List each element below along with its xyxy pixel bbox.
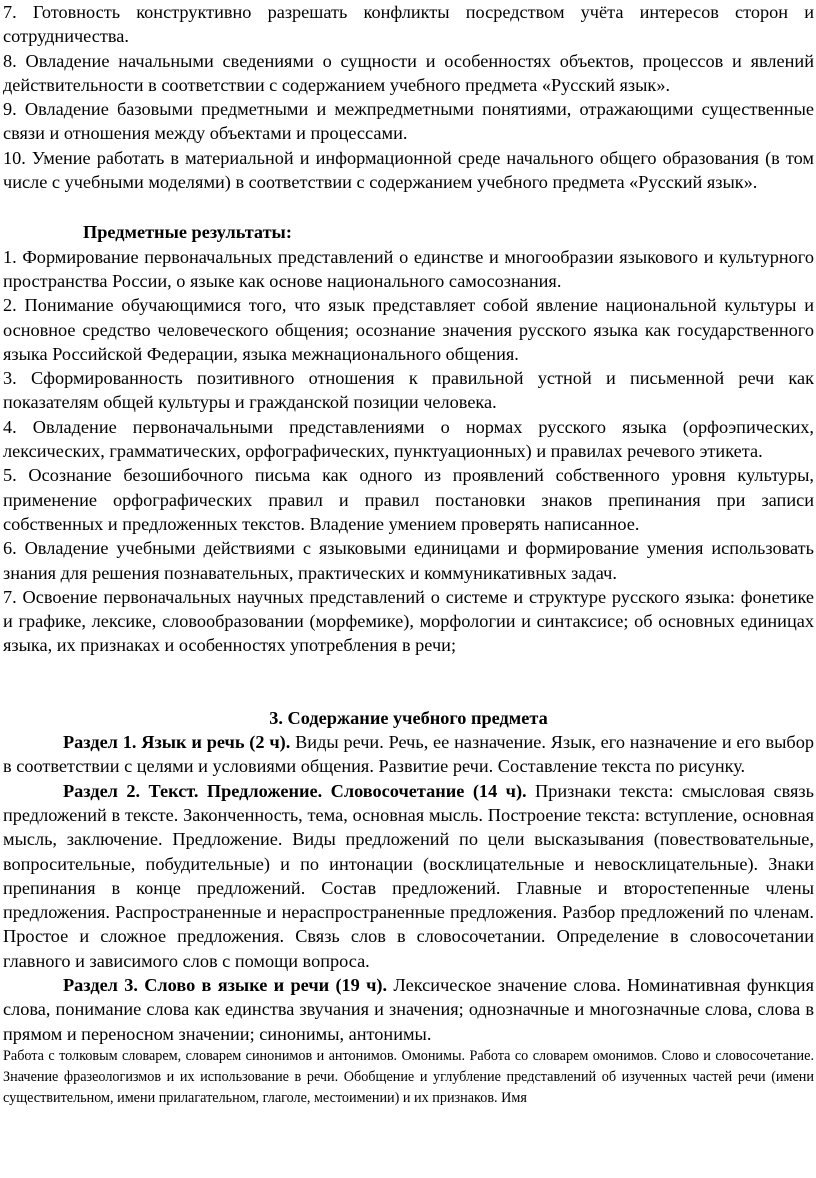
meta-item: 7. Готовность конструктивно разрешать конфликты посредством учёта интересов сторон и сотрудничества. bbox=[3, 2, 814, 47]
spacer bbox=[3, 658, 814, 706]
section-paragraph bbox=[3, 973, 814, 1046]
subject-result-item: 2. Понимание обучающимися того, что язык представляет собой явление национальной культуры и основное средство человеческого общения; осознание значения русского языка как государственного языка Российской Федерации, языка межнационального общения. bbox=[3, 295, 814, 364]
section-text: Лексическое значение слова. Номинативная функция слова, понимание слова как единства звучания и значения; однозначные и многозначные слова, слова в прямом и переносном значении; синонимы, антонимы. bbox=[3, 974, 814, 1044]
meta-item: 9. Овладение базовыми предметными и межпредметными понятиями, отражающими существенные связи и отношения между объектами и процессами. bbox=[3, 99, 814, 144]
section-title: Раздел 3. Слово в языке и речи (19 ч). bbox=[63, 974, 388, 995]
section-text: Признаки текста: смысловая связь предложений в тексте. Законченность, тема, основная мысль. Построение текста: вступление, основная мысль, заключение. Предложение. Виды предложений по цели высказывания (повествовательные, вопросительные, побудительные) и по интонации (восклицательные и невосклицательные). Знаки препинания в конце предложений. Состав предложений. Главные и второстепенные члены предложения. Распространенные и нераспространенные предложения. Разбор предложений по членам. Простое и сложное предложения. Связь слов в словосочетании. Определение в словосочетании главного и зависимого слов с помощи вопроса. bbox=[3, 780, 814, 971]
section-paragraph bbox=[3, 730, 814, 779]
section-text: Виды речи. Речь, ее назначение. Язык, его назначение и его выбор в соответствии с целями и условиями общения. Развитие речи. Составление текста по рисунку. bbox=[3, 732, 814, 777]
subject-results-heading: Предметные результаты: bbox=[83, 222, 292, 243]
subject-result-item: 7. Освоение первоначальных научных представлений о системе и структуре русского языка: фонетике и графике, лексике, словообразовании (морфемике), морфологии и синтаксисе; об основных единицах языка, их признаках и особенностях употребления в речи; bbox=[3, 586, 814, 656]
section-title: Раздел 1. Язык и речь (2 ч). bbox=[63, 732, 291, 753]
subject-result-item: 4. Овладение первоначальными представлениями о нормах русского языка (орфоэпических, лексических, грамматических, орфографических, пунктуационных) и правилах речевого этикета. bbox=[3, 416, 814, 462]
small-paragraph: Работа с толковым словарем, словарем синонимов и антонимов. Омонимы. Работа со словарем омонимов. Слово и словосочетание. Значение фразеологизмов и их использование в речи. Обобщение и углубление представлений об изученных частей речи (имени существительном, имени прилагательном, глаголе, местоимении) и их признаков. Имя bbox=[3, 1047, 814, 1106]
section-title: Раздел 2. Текст. Предложение. Словосочетание (14 ч). bbox=[63, 780, 527, 801]
subject-result-item: 5. Осознание безошибочного письма как одного из проявлений собственного уровня культуры, применение орфографических правил и правил постановки знаков препинания при записи собственных и предложенных текстов. Владение умением проверять написанное. bbox=[3, 465, 814, 534]
subject-result-item: 1. Формирование первоначальных представлений о единстве и многообразии языкового и культурного пространства России, о языке как основе национального самосознания. bbox=[3, 246, 814, 291]
subject-result-item: 3. Сформированность позитивного отношения к правильной устной и письменной речи как показателям общей культуры и гражданской позиции человека. bbox=[3, 368, 814, 413]
spacer bbox=[3, 194, 814, 218]
section-paragraph bbox=[3, 779, 814, 973]
subject-result-item: 6. Овладение учебными действиями с языковыми единицами и формирование умения использовать знания для решения познавательных, практических и коммуникативных задач. bbox=[3, 538, 814, 583]
meta-item: 8. Овладение начальными сведениями о сущности и особенностях объектов, процессов и явлений действительности в соответствии с содержанием учебного предмета «Русский язык». bbox=[3, 50, 814, 95]
meta-item: 10. Умение работать в материальной и информационной среде начального общего образования (в том числе с учебными моделями) в соответствии с содержанием учебного предмета «Русский язык». bbox=[3, 147, 814, 193]
content-heading: 3. Содержание учебного предмета bbox=[269, 707, 548, 728]
